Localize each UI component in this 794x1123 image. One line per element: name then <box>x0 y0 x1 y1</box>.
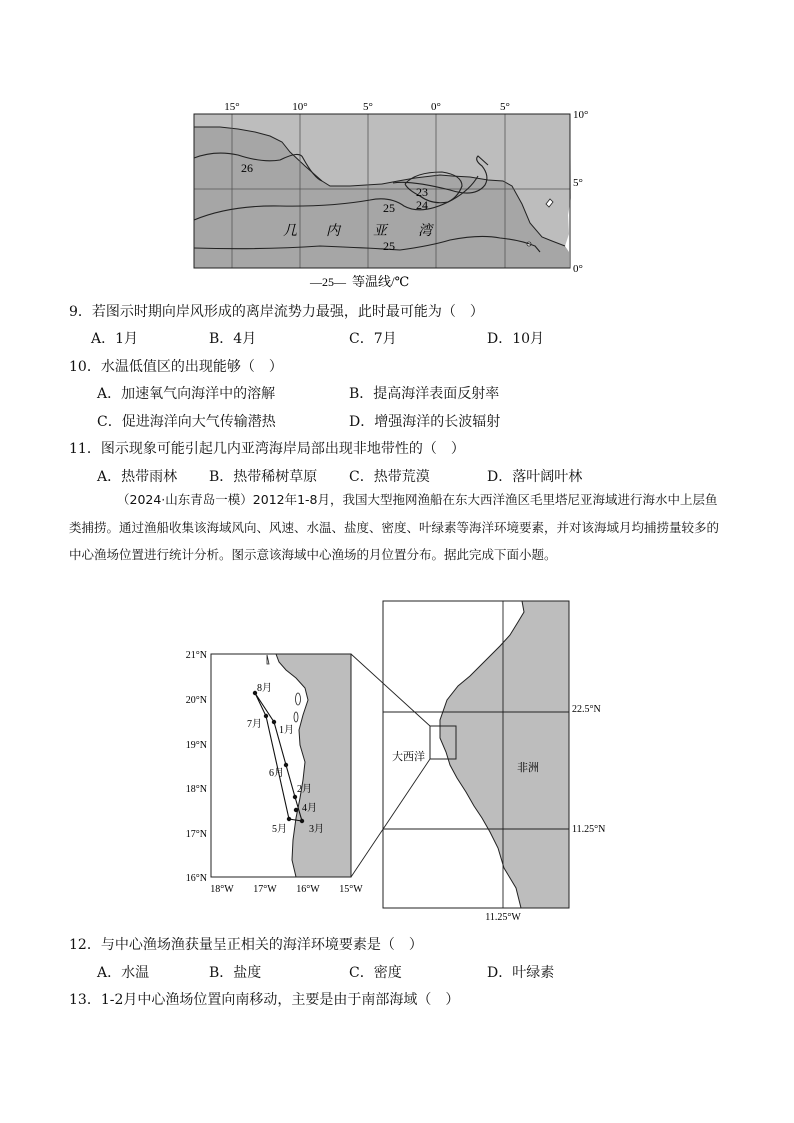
lon-label: 10° <box>292 101 308 113</box>
question-10-option-b[interactable]: B．提高海洋表面反射率 <box>349 386 500 402</box>
isotherm-label: 25 <box>383 201 395 215</box>
question-11-option-a[interactable]: A．热带雨林 <box>97 469 178 485</box>
question-11-option-d[interactable]: D．落叶阔叶林 <box>487 469 583 485</box>
question-9-option-b[interactable]: B．4月 <box>209 331 257 347</box>
month-point <box>294 808 298 812</box>
question-12-option-d[interactable]: D．叶绿素 <box>487 965 555 981</box>
fishing-ground-map <box>180 595 606 925</box>
month-label: 8月 <box>257 683 272 694</box>
isotherm-label: 26 <box>241 161 253 175</box>
question-12-stem: 12．与中心渔场渔获量呈正相关的海洋环境要素是（ ） <box>69 937 423 953</box>
sea-name-char: 内 <box>326 224 340 239</box>
month-label: 3月 <box>309 824 324 835</box>
lat-label: 18°N <box>185 784 207 795</box>
ocean-label: 大西洋 <box>392 751 425 763</box>
region-lat-label: 22.5°N <box>572 704 601 715</box>
sea-name-char: 亚 <box>373 224 387 239</box>
month-label: 5月 <box>272 824 287 835</box>
month-point <box>284 763 288 767</box>
isotherm-label: 25 <box>383 239 395 253</box>
month-label: 4月 <box>302 803 317 814</box>
lat-label: 19°N <box>185 740 207 751</box>
question-9-option-d[interactable]: D．10月 <box>487 331 545 347</box>
lat-label: 20°N <box>185 695 207 706</box>
lon-label: 16°W <box>296 884 320 895</box>
question-9-option-a[interactable]: A．1月 <box>91 331 139 347</box>
question-10-option-a[interactable]: A．加速氧气向海洋中的溶解 <box>97 386 276 402</box>
legend-isotherm-text: 等温线/℃ <box>352 274 410 289</box>
sea-name-char: 湾 <box>418 224 432 239</box>
question-12-option-a[interactable]: A．水温 <box>97 965 150 981</box>
passage-text: （2024·山东青岛一模）2012年1-8月，我国大型拖网渔船在东大西洋渔区毛里塔尼亚海域进行海水中上层鱼类捕捞。通过渔船收集该海域风向、风速、水温、盐度、密度、叶绿素等海洋环境要素，并对该海域月均捕捞量较多的中心渔场位置进行统计分析。图示意该海域中心渔场的月位置分布。据此完成下面小题。 <box>69 492 720 562</box>
question-10-stem: 10．水温低值区的出现能够（ ） <box>69 359 283 375</box>
lat-label: 17°N <box>185 829 207 840</box>
region-lon-label: 11.25°W <box>485 912 521 923</box>
isotherm-label: 24 <box>416 198 428 212</box>
month-point <box>264 714 268 718</box>
question-9-option-c[interactable]: C．7月 <box>349 331 397 347</box>
lon-label: 5° <box>363 101 373 113</box>
month-label: 6月 <box>269 768 284 779</box>
lat-label: 21°N <box>185 650 207 661</box>
month-label: 7月 <box>247 719 262 730</box>
lon-label: 15°W <box>339 884 363 895</box>
lon-label: 15° <box>224 101 240 113</box>
lon-label: 18°W <box>210 884 234 895</box>
lat-label: 10° <box>573 109 589 121</box>
month-point <box>272 720 276 724</box>
lat-label: 16°N <box>185 873 207 884</box>
lat-label: 5° <box>573 177 583 189</box>
lat-label: 0° <box>573 263 583 275</box>
month-label: 2月 <box>297 784 312 795</box>
question-9-stem: 9．若图示时期向岸风形成的离岸流势力最强，此时最可能为（ ） <box>69 304 484 320</box>
month-point <box>293 795 297 799</box>
question-11-stem: 11．图示现象可能引起几内亚湾海岸局部出现非地带性的（ ） <box>69 441 465 457</box>
isotherm-label: 23 <box>416 185 428 199</box>
gulf-of-guinea-isotherm-map <box>180 98 610 290</box>
sea-name-char: 几 <box>283 224 297 239</box>
question-11-option-b[interactable]: B．热带稀树草原 <box>209 469 318 485</box>
lon-label: 0° <box>431 101 441 113</box>
question-13-stem: 13．1-2月中心渔场位置向南移动，主要是由于南部海域（ ） <box>69 992 460 1008</box>
land-label: 非洲 <box>517 762 539 774</box>
month-label: 1月 <box>279 725 294 736</box>
question-10-option-c[interactable]: C．促进海洋向大气传输潜热 <box>97 414 276 430</box>
question-11-option-c[interactable]: C．热带荒漠 <box>349 469 430 485</box>
question-12-option-b[interactable]: B．盐度 <box>209 965 262 981</box>
question-12-option-c[interactable]: C．密度 <box>349 965 402 981</box>
month-point <box>300 819 304 823</box>
legend-isotherm-symbol: —25— <box>310 275 346 289</box>
lon-label: 5° <box>500 101 510 113</box>
region-lat-label: 11.25°N <box>572 824 606 835</box>
month-point <box>287 817 291 821</box>
lon-label: 17°W <box>253 884 277 895</box>
question-10-option-d[interactable]: D．增强海洋的长波辐射 <box>349 414 501 430</box>
